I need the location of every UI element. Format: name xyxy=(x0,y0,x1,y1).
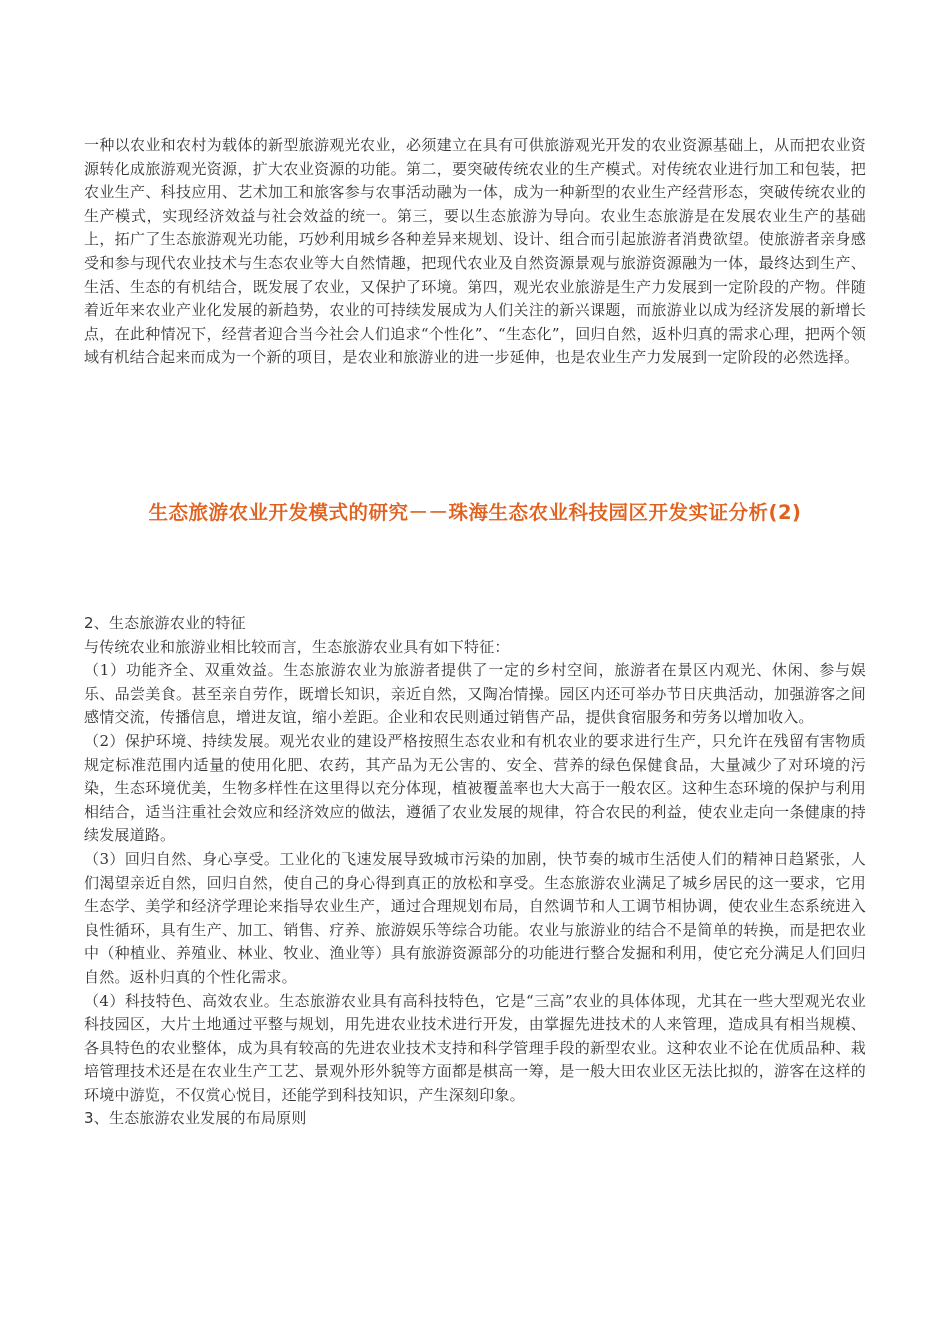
intro-paragraph xyxy=(84,134,866,370)
feature-paragraph-2: （2）保护环境、持续发展。观光农业的建设严格按照生态农业和有机农业的要求进行生产，只允许在残留有害物质规定标准范围内适量的使用化肥、农药，其产品为无公害的、安全、营养的绿色保健食品，大量减少了对环境的污染，生态环境优美，生物多样性在这里得以充分体现，植被覆盖率也大大高于一般农区。这种生态环境的保护与利用相结合，适当注重社会效应和经济效应的做法，遵循了农业发展的规律，符合农民的利益，使农业走向一条健康的持续发展道路。 xyxy=(84,731,866,845)
article-title: 生态旅游农业开发模式的研究－－珠海生态农业科技园区开发实证分析(2) xyxy=(148,501,802,524)
feature-paragraph-1: （1）功能齐全、双重效益。生态旅游农业为旅游者提供了一定的乡村空间，旅游者在景区内观光、休闲、参与娱乐、品尝美食。甚至亲自劳作，既增长知识，亲近自然，又陶冶情操。园区内还可举办节日庆典活动，加强游客之间感情交流，传播信息，增进友谊，缩小差距。企业和农民则通过销售产品，提供食宿服务和劳务以增加收入。 xyxy=(84,661,866,727)
feature-paragraph-3: （3）回归自然、身心享受。工业化的飞速发展导致城市污染的加剧，快节奏的城市生活使人们的精神日趋紧张，人们渴望亲近自然，回归自然，使自己的身心得到真正的放松和享受。生态旅游农业满足了城乡居民的这一要求，它用生态学、美学和经济学理论来指导农业生产，通过合理规划布局，自然调节和人工调节相协调，使农业生态系统进入良性循环，具有生产、加工、销售、疗养、旅游娱乐等综合功能。农业与旅游业的结合不是简单的转换，而是把农业中（种植业、养殖业、林业、牧业、渔业等）具有旅游资源部分的功能进行整合发掘和利用，使它充分满足人们回归自然。返朴归真的个性化需求。 xyxy=(84,849,866,986)
section-2-heading: 2、生态旅游农业的特征 xyxy=(84,614,246,632)
article-body xyxy=(84,612,866,1131)
section-2-intro: 与传统农业和旅游业相比较而言，生态旅游农业具有如下特征： xyxy=(84,637,510,656)
section-3-heading: 3、生态旅游农业发展的布局原则 xyxy=(84,1109,307,1128)
intro-paragraph-text: 一种以农业和农村为载体的新型旅游观光农业，必须建立在具有可供旅游观光开发的农业资源基础上，从而把农业资源转化成旅游观光资源，扩大农业资源的功能。第二，要突破传统农业的生产模式。对传统农业进行加工和包装，把农业生产、科技应用、艺术加工和旅客参与农事活动融为一体，成为一种新型的农业生产经营形态，突破传统农业的生产模式，实现经济效益与社会效益的统一。第三，要以生态旅游为导向。农业生态旅游是在发展农业生产的基础上，拓广了生态旅游观光功能，巧妙利用城乡各种差异来规划、设计、组合而引起旅游者消费欲望。使旅游者亲身感受和参与现代农业技术与生态农业等大自然情趣，把现代农业及自然资源景观与旅游资源融为一体，最终达到生产、生活、生态的有机结合，既发展了农业，又保护了环境。第四，观光农业旅游是生产力发展到一定阶段的产物。伴随着近年来农业产业化发展的新趋势，农业的可持续发展成为人们关注的新兴课题，而旅游业以成为经济发展的新增长点，在此种情况下，经营者迎合当今社会人们追求“个性化”、“生态化”，回归自然，返朴归真的需求心理，把两个领域有机结合起来而成为一个新的项目，是农业和旅游业的进一步延伸，也是农业生产力发展到一定阶段的必然选择。 xyxy=(84,136,866,367)
feature-paragraph-4: （4）科技特色、高效农业。生态旅游农业具有高科技特色，它是“三高”农业的具体体现，尤其在一些大型观光农业科技园区，大片土地通过平整与规划，用先进农业技术进行开发，由掌握先进技术的人来管理，造成具有相当规模、各具特色的农业整体，成为具有较高的先进农业技术支持和科学管理手段的新型农业。这种农业不论在优质品种、栽培管理技术还是在农业生产工艺、景观外形外貌等方面都是棋高一筹，是一般大田农业区无法比拟的，游客在这样的环境中游览，不仅赏心悦目，还能学到科技知识，产生深刻印象。 xyxy=(84,991,866,1104)
